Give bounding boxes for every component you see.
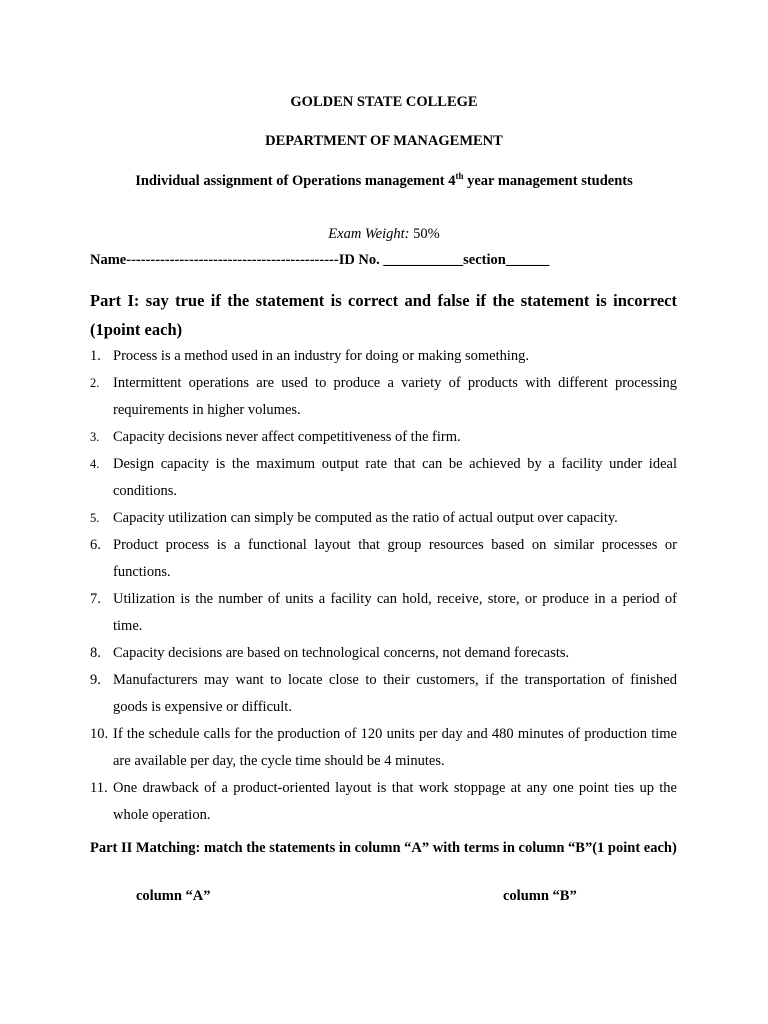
question-item — [90, 667, 677, 721]
student-info-line: Name--------------------------------------------ID No. ___________section______ — [90, 252, 550, 268]
question-text: Capacity decisions never affect competitiveness of the firm. — [113, 429, 461, 445]
question-text: If the schedule calls for the production of 120 units per day and 480 minutes of production time are available per day, the cycle time should be 4 minutes. — [113, 726, 677, 769]
column-b-header: column “B” — [503, 888, 577, 904]
question-item — [90, 370, 677, 424]
question-item — [90, 451, 677, 505]
question-text: Product process is a functional layout that group resources based on similar processes or functions. — [113, 537, 677, 580]
question-item — [90, 424, 677, 451]
question-text: Utilization is the number of units a facility can hold, receive, store, or produce in a period of time. — [113, 591, 677, 634]
question-number: 3. — [90, 430, 100, 444]
department-title: DEPARTMENT OF MANAGEMENT — [265, 133, 503, 149]
question-text: Capacity utilization can simply be computed as the ratio of actual output over capacity. — [113, 510, 618, 526]
assignment-title-rest: year management students — [463, 173, 633, 189]
part2-heading: Part II Matching: match the statements in column “A” with terms in column “B”(1 point each) — [90, 840, 677, 856]
exam-weight — [0, 226, 768, 243]
exam-weight-value: 50% — [409, 226, 440, 242]
question-number: 4. — [90, 457, 100, 471]
question-number: 10. — [90, 726, 109, 742]
question-item — [90, 586, 677, 640]
question-number: 1. — [90, 348, 101, 364]
question-number: 2. — [90, 376, 100, 390]
exam-weight-label: Exam Weight: — [328, 226, 410, 242]
question-number: 8. — [90, 645, 101, 661]
question-text: Process is a method used in an industry for doing or making something. — [113, 348, 530, 364]
part1-question-list — [90, 343, 677, 829]
question-text: Intermittent operations are used to produce a variety of products with different processing requirements in higher volumes. — [113, 375, 677, 418]
part1-heading: Part I: say true if the statement is correct and false if the statement is incorrect (1point each) — [90, 291, 677, 339]
question-number: 5. — [90, 511, 100, 525]
question-text: Design capacity is the maximum output rate that can be achieved by a facility under ideal conditions. — [113, 456, 677, 499]
ordinal-suffix: th — [455, 171, 464, 181]
column-a-header: column “A” — [136, 888, 211, 904]
question-number: 9. — [90, 672, 101, 688]
question-item — [90, 775, 677, 829]
question-number: 6. — [90, 537, 101, 553]
question-text: One drawback of a product-oriented layout is that work stoppage at any one point ties up the whole operation. — [113, 780, 677, 823]
question-item — [90, 505, 677, 532]
question-item — [90, 721, 677, 775]
assignment-title-text: Individual assignment of Operations management 4 — [135, 173, 456, 189]
question-item — [90, 343, 677, 370]
question-number: 7. — [90, 591, 101, 607]
question-number: 11. — [90, 780, 108, 796]
college-title: GOLDEN STATE COLLEGE — [290, 94, 478, 110]
question-item — [90, 532, 677, 586]
question-text: Manufacturers may want to locate close to their customers, if the transportation of finished goods is expensive or difficult. — [113, 672, 677, 715]
question-text: Capacity decisions are based on technological concerns, not demand forecasts. — [113, 645, 570, 661]
assignment-title — [0, 173, 768, 190]
question-item — [90, 640, 677, 667]
